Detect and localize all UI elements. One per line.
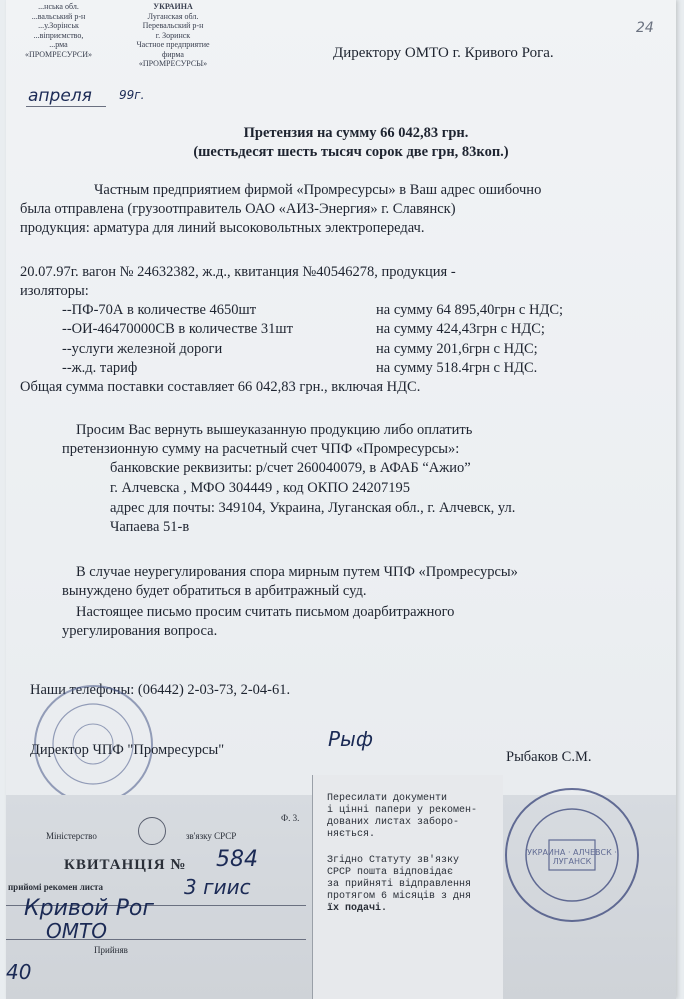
- claim-subtitle: (шестьдесят шесть тысяч сорок две грн, 83коп.): [193, 144, 509, 160]
- body-line: В случае неурегулирования спора мирным путем ЧПФ «Промресурсы»: [76, 564, 518, 580]
- note-line: їх подачі.: [327, 903, 388, 914]
- receipt-title: КВИТАНЦІЯ №: [64, 857, 187, 873]
- body-line: урегулирования вопроса.: [62, 623, 218, 639]
- note-line: Згідно Статуту зв'язку: [327, 855, 460, 866]
- signer-title: Директор ЧПФ "Промресурсы": [30, 742, 225, 758]
- body-line: Просим Вас вернуть вышеуказанную продукцию либо оплатить: [76, 422, 473, 438]
- item-label: --ПФ-70А в количестве 4650шт: [62, 302, 257, 318]
- receipt-note: [312, 775, 503, 999]
- body-line: вынуждено будет обратиться в арбитражный суд.: [62, 583, 367, 599]
- note-line: СРСР пошта відповідає: [327, 867, 454, 878]
- phones: Наши телефоны: (06442) 2-03-73, 2-04-61.: [30, 682, 291, 698]
- signature: Рыф: [328, 727, 373, 751]
- item-label: --ж.д. тариф: [62, 360, 138, 376]
- letterhead-right: [118, 2, 228, 69]
- body-line: Настоящее письмо просим считать письмом доарбитражного: [76, 604, 455, 620]
- note-line: протягом 6 місяців з дня: [327, 891, 472, 902]
- bank-line: банковские реквизиты: р/счет 260040079, в АФАБ “Ажио”: [110, 460, 471, 476]
- body-line: 20.07.97г. вагон № 24632382, ж.д., квитанция №40546278, продукция -: [20, 264, 456, 280]
- item-sum: на сумму 424,43грн с НДС;: [376, 321, 545, 337]
- note-spacer: [327, 841, 495, 855]
- round-postmark-stamp: [505, 788, 639, 922]
- item-label: --ОИ-46470000СВ в количестве 31шт: [62, 321, 293, 337]
- letterhead-left-line: ...рма: [49, 40, 68, 49]
- receipt-handwritten: 3 гиис: [184, 875, 251, 899]
- bank-line: г. Алчевска , МФО 304449 , код ОКПО 24207195: [110, 480, 410, 496]
- receipt-accepted-label: Прийняв: [94, 945, 128, 955]
- receipt-recipient: ОМТО: [46, 919, 107, 943]
- handwritten-date: апреля: [28, 86, 92, 106]
- body-line: продукция: арматура для линий высоковольтных электропередач.: [20, 220, 425, 236]
- body-line: изоляторы:: [20, 283, 89, 299]
- letterhead-right-line: г. Зоринск: [155, 30, 191, 40]
- letterhead-left-line: ...віприємство,: [33, 30, 84, 40]
- letterhead-left: [6, 2, 111, 59]
- note-line: дованих листах заборо-: [327, 817, 460, 828]
- letterhead-right-line: УКРАИНА: [153, 2, 193, 11]
- note-line: няється.: [327, 829, 376, 840]
- receipt-divider: [6, 939, 306, 940]
- letterhead-left-line: ...у.Зорінськ: [38, 21, 79, 30]
- bank-line: Чапаева 51-в: [110, 519, 190, 535]
- handwritten-year: 99г.: [119, 88, 145, 102]
- letterhead-right-line: «ПРОМРЕСУРСЫ»: [138, 59, 208, 68]
- postmark-text: УКРАИНА · АЛЧЕВСК · ЛУГАНСК: [527, 848, 617, 866]
- item-sum: на сумму 64 895,40грн с НДС;: [376, 302, 564, 318]
- page-number: 24: [636, 20, 654, 36]
- addressee: Директору ОМТО г. Кривого Рога.: [333, 45, 554, 61]
- item-label: --услуги железной дороги: [62, 341, 223, 357]
- note-line: Пересилати документи: [327, 793, 448, 804]
- letterhead-right-line: Перевальский р-н: [142, 21, 204, 30]
- emblem-icon: [138, 817, 166, 845]
- receipt-number: 584: [216, 847, 258, 872]
- total-line: Общая сумма поставки составляет 66 042,83 грн., включая НДС.: [20, 379, 421, 395]
- letterhead-right-line: Частное предприятие: [136, 40, 210, 49]
- receipt-corner-note: 40: [6, 960, 32, 984]
- item-sum: на сумму 201,6грн с НДС;: [376, 341, 538, 357]
- letterhead-left-line: ...нська обл.: [38, 2, 79, 11]
- body-line: претензионную сумму на расчетный счет ЧПФ «Промресурсы»:: [62, 441, 460, 457]
- note-line: і цінні папери у рекомен-: [327, 805, 478, 816]
- form-code: Ф. 3.: [281, 813, 300, 823]
- body-line: была отправлена (грузоотправитель ОАО «АИЗ-Энергия» г. Славянск): [20, 201, 456, 217]
- letterhead-left-line: «ПРОМРЕСУРСИ»: [24, 49, 93, 59]
- letterhead-left-line: ...вальський р-н: [31, 11, 86, 21]
- ministry-right-label: зв'язку СРСР: [186, 831, 237, 841]
- claim-title: Претензия на сумму 66 042,83 грн.: [243, 125, 469, 141]
- receipt-city: Кривой Рог: [24, 896, 154, 921]
- date-underline: [26, 106, 106, 107]
- letterhead-right-line: фирма: [162, 49, 184, 59]
- ministry-label: Міністерство: [46, 831, 97, 841]
- signer-name: Рыбаков С.М.: [506, 749, 592, 765]
- body-line: Частным предприятием фирмой «Промресурсы» в Ваш адрес ошибочно: [94, 182, 542, 198]
- letterhead-right-line: Луганская обл.: [147, 11, 199, 21]
- bank-line: адрес для почты: 349104, Украина, Луганская обл., г. Алчевск, ул.: [110, 500, 516, 516]
- note-line: за прийняті відправлення: [327, 879, 472, 890]
- item-sum: на сумму 518.4грн с НДС.: [376, 360, 538, 376]
- receipt-row-label: прийомі рекомен листа: [8, 882, 103, 892]
